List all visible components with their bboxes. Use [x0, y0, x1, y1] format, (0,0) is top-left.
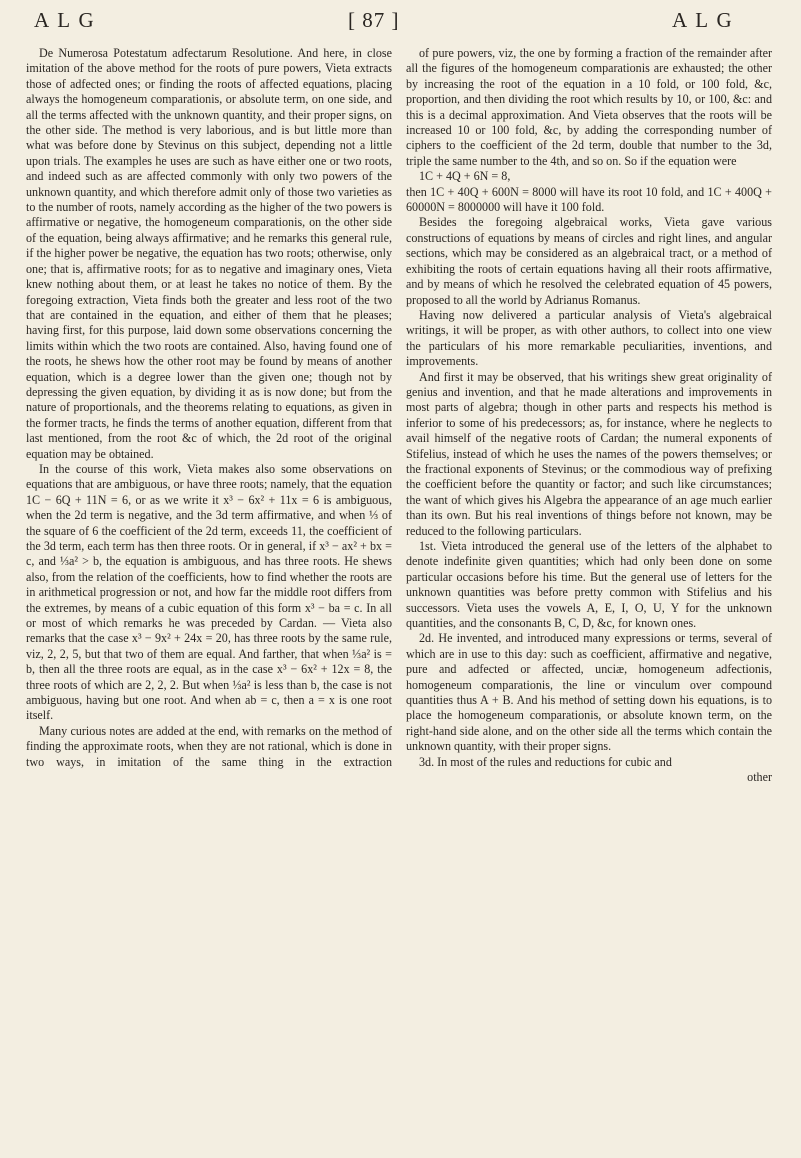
paragraph: De Numerosa Potestatum adfectarum Resolutione. And here, in close imitation of the above method for the roots of pure powers, Vieta extracts those of adfected ones; or finding the roots of affected equations, placing always the homogeneum comparationis, or absolute term, on one side, and all the terms affected with the unknown quantity, and their proper signs, on the other side. The method is very laborious, and is but little more than what was before done by Stevinus on this subject, depending not a little upon trials. The examples he uses are such as have either one or two roots, and indeed such as are affected commonly with only two powers of the unknown quantity, and which therefore admit only of those two varieties as to the number of roots, namely according as the higher of the two powers is affirmative or negative, the homogeneum comparationis, on the other side of the equation, being always affirmative; and he remarks this general rule, if the higher power be negative, the equation has two roots; otherwise, only one; that is, affirmative roots; for as to negative and imaginary ones, Vieta knew nothing about them, or at least he takes no notice of them. By the foregoing extraction, Vieta finds both the greater and less root of the two that are contained in the equation, and either of them that he pleases; having first, for this purpose, laid down some observations concerning the limits within which the two roots are contained. Also, having found one of the roots, he shews how the other root may be found by means of another equation, which is a degree lower than the given one; though not by depressing the given equation, by dividing it as is now done; but from the nature of proportionals, and the theorems relating to equations, as given in the former tracts, he finds the terms of another equation, different from that last mentioned, from the root &c of which, the 2d root of the original equation may be obtained. [26, 46, 392, 461]
paragraph: In the course of this work, Vieta makes also some observations on equations that are ambiguous, or have three roots; namely, that the equation 1C − 6Q + 11N = 6, or as we write it x³ − 6x² + 11x = 6 is ambiguous, when the 2d term is negative, and the 3d term affirmative, and when ⅓ of the square of 6 the coefficient of the 2d term, exceeds 11, the coefficient of the 3d term, each term has then three roots. Or in general, if x³ − ax² + bx = c, and ⅓a² > b, the equation is ambiguous, and has three roots. He shews also, from the relation of the coefficients, how to find whether the roots are in arithmetical progression or not, and how far the middle root differs from the extremes, by means of a cubic equation of this form x³ − ba = c. In all or most of which remarks he was preceded by Cardan. — Vieta also remarks that the case x³ − 9x² + 24x = 20, has three roots by the same rule, viz, 2, 2, 5, but that two of them are equal. And farther, that when ⅓a² is = b, then all the three roots are equal, as in the case x³ − 6x² + 12x = 8, the three roots of which are 2, 2, 2. But when ⅓a² is less than b, the case is not ambiguous, having but one root. And when ab = c, then a = x is one root itself. [26, 461, 392, 723]
paragraph: Having now delivered a particular analysis of Vieta's algebraical writings, it will be proper, as with other authors, to collect into one view the particulars of his more remarkable peculiarities, inventions, and improvements. [406, 307, 772, 369]
paragraph: Besides the foregoing algebraical works, Vieta gave various constructions of equations by means of circles and right lines, and angular sections, which may be considered as an algebraical tract, or a method of exhibiting the roots of certain equations having all their roots affirmative, and by means of which he resolved the celebrated equation of 45 powers, proposed to all the world by Adrianus Romanus. [406, 215, 772, 307]
page-number: [ 87 ] [348, 8, 400, 32]
paragraph: And first it may be observed, that his writings shew great originality of genius and invention, and that he made alterations and improvements in most parts of algebra; though in other parts and respects his method is inferior to some of his predecessors; as, for instance, where he neglects to avail himself of the negative roots of Cardan; the numeral exponents of Stifelius, instead of which he uses the names of the powers themselves; or the fractional exponents of Stevinus; or the commodious way of prefixing the coefficient before the quantity or factor; and such like circumstances; the want of which gives his Algebra the appearance of an age much earlier than its own. But his real inventions of things before not known, may be reduced to the following particulars. [406, 369, 772, 538]
paragraph: 2d. He invented, and introduced many expressions or terms, several of which are in use to this day: such as coefficient, affirmative and negative, pure and adfected or affected, unciæ, homogeneum adfectionis, homogeneum comparationis, the line or vinculum over compound quantities thus A + B. And his method of setting down his equations, is to place the homogeneum comparationis, or absolute known term, on the right-hand side alone, and on the other side all the terms which contain the unknown quantity, with their proper signs. [406, 631, 772, 754]
running-header [20, 8, 780, 36]
right-column [406, 46, 772, 786]
paragraph: 3d. In most of the rules and reductions for cubic and [419, 754, 672, 769]
left-column [26, 46, 392, 770]
equation-line: 1C + 4Q + 6N = 8, [419, 169, 511, 184]
paragraph: 1st. Vieta introduced the general use of the letters of the alphabet to denote indefinite given quantities; which had only been done on some particular occasions before his time. But the general use of letters for the unknown quantities was before pretty common with Stifelius and his successors. Vieta uses the vowels A, E, I, O, U, Y for the unknown quantities, and the consonants B, C, D, &c, for known ones. [406, 539, 772, 631]
header-right: A L G [672, 8, 734, 32]
paragraph: of pure powers, viz, the one by forming a fraction of the remainder after all the figures of the homogeneum comparationis are exhausted; the other by increasing the root of the equation in a 10 fold, or 100 fold, &c, proportion, and then dividing the root which results by 10, or 100, &c: and this is a decimal approximation. And Vieta observes that the roots will be increased 10 or 100 fold, &c, by adding the corresponding number of ciphers to the coefficient of the 2d term, double that number to the 3d, triple the same number to the 4th, and so on. So if the equation were [406, 46, 772, 168]
header-left: A L G [34, 8, 96, 32]
catchword: other [747, 770, 772, 785]
paragraph: Many curious notes are added at the end, with remarks on the method of finding the approximate roots, when they are not rational, which is done in two ways, in imitation of the same thing in the extraction [26, 723, 392, 769]
paragraph: then 1C + 40Q + 600N = 8000 will have its root 10 fold, and 1C + 400Q + 60000N = 8000000 will have it 100 fold. [406, 184, 772, 215]
